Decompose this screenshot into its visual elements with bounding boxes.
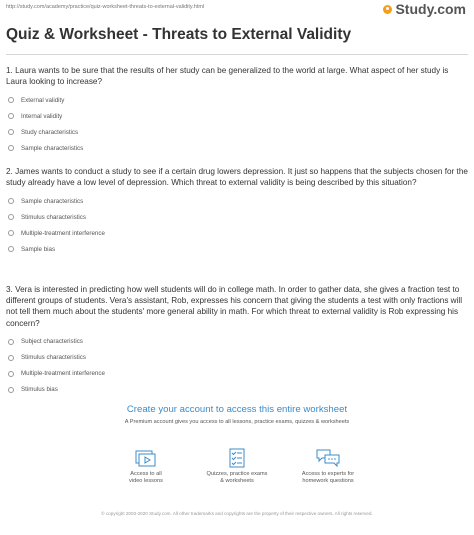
answer-option[interactable] <box>6 350 468 366</box>
option-label: External validity <box>21 96 65 104</box>
question-text: 2. James wants to conduct a study to see if a certain drug lowers depression. It just so happens that the subjects chosen for the study already have a low level of depression. Which threat to external validity is being described by this situation? <box>6 167 468 188</box>
option-label: Stimulus characteristics <box>21 213 86 221</box>
radio-button[interactable] <box>8 371 14 377</box>
radio-button[interactable] <box>8 230 14 236</box>
option-label: Stimulus characteristics <box>21 354 86 362</box>
answer-option[interactable] <box>6 140 468 156</box>
chat-bubbles-icon <box>315 448 341 468</box>
cta-subtitle: A Premium account gives you access to all lessons, practice exams, quizzes & worksheets <box>124 419 350 425</box>
answer-option[interactable] <box>6 193 468 209</box>
answer-option[interactable] <box>6 366 468 382</box>
radio-button[interactable] <box>8 145 14 151</box>
feature-line-1: Quizzes, practice exams <box>206 471 268 477</box>
copyright-footer: © copyright 2003-2020 Study.com. All other trademarks and copyrights are the property of their respective owners. All rights reserved. <box>101 511 373 516</box>
feature-line-2: video lessons <box>129 478 163 484</box>
radio-button[interactable] <box>8 387 14 393</box>
radio-button[interactable] <box>8 129 14 135</box>
cta-title-link[interactable]: Create your account to access this entire worksheet <box>126 404 348 415</box>
answer-option[interactable] <box>6 92 468 108</box>
feature-experts <box>278 448 378 485</box>
answer-option[interactable] <box>6 108 468 124</box>
radio-button[interactable] <box>8 97 14 103</box>
option-label: Subject characteristics <box>21 338 83 346</box>
option-label: Sample bias <box>21 245 56 253</box>
video-lesson-icon <box>134 448 158 468</box>
radio-button[interactable] <box>8 339 14 345</box>
option-label: Sample characteristics <box>21 144 84 152</box>
answer-option[interactable] <box>6 382 468 398</box>
radio-button[interactable] <box>8 246 14 252</box>
brand-logo[interactable] <box>383 1 466 17</box>
answer-option[interactable] <box>6 241 468 257</box>
answer-option[interactable] <box>6 209 468 225</box>
option-label: Study characteristics <box>21 128 79 136</box>
radio-button[interactable] <box>8 198 14 204</box>
question-2 <box>6 166 468 257</box>
answer-option[interactable] <box>6 334 468 350</box>
option-label: Stimulus bias <box>21 386 58 394</box>
question-text: 1. Laura wants to be sure that the results of her study can be generalized to the world at large. What aspect of her study is Laura looking to increase? <box>6 66 449 87</box>
study-logo-icon <box>383 5 392 14</box>
answer-option[interactable] <box>6 124 468 140</box>
question-1 <box>6 65 468 156</box>
premium-cta <box>0 404 474 425</box>
question-3 <box>6 284 468 398</box>
option-label: Multiple-treatment interference <box>21 229 105 237</box>
option-label: Internal validity <box>21 112 63 120</box>
quiz-checklist-icon <box>225 448 249 468</box>
feature-line-2: homework questions <box>302 478 354 484</box>
title-divider <box>6 54 468 55</box>
option-label: Multiple-treatment interference <box>21 370 105 378</box>
question-text: 3. Vera is interested in predicting how well students will do in college math. In order to gather data, she gives a fraction test to different groups of students. Vera's assistant, Rob, expresses his concern that giving the students a test with only fractions will not tell them much about the students' more general ability in math. For which threat to external validity is Rob expressing his concern? <box>6 285 463 328</box>
feature-line-2: & worksheets <box>220 478 254 484</box>
feature-line-1: Access to all <box>130 471 162 477</box>
radio-button[interactable] <box>8 113 14 119</box>
feature-video-lessons <box>96 448 196 485</box>
answer-option[interactable] <box>6 225 468 241</box>
feature-line-1: Access to experts for <box>301 471 355 477</box>
brand-name: Study.com <box>395 1 466 17</box>
page-title: Quiz & Worksheet - Threats to External Validity <box>6 26 352 43</box>
radio-button[interactable] <box>8 214 14 220</box>
radio-button[interactable] <box>8 355 14 361</box>
page-url: http://study.com/academy/practice/quiz-worksheet-threats-to-external-validity.html <box>6 4 205 10</box>
option-label: Sample characteristics <box>21 197 84 205</box>
feature-quizzes <box>187 448 287 485</box>
